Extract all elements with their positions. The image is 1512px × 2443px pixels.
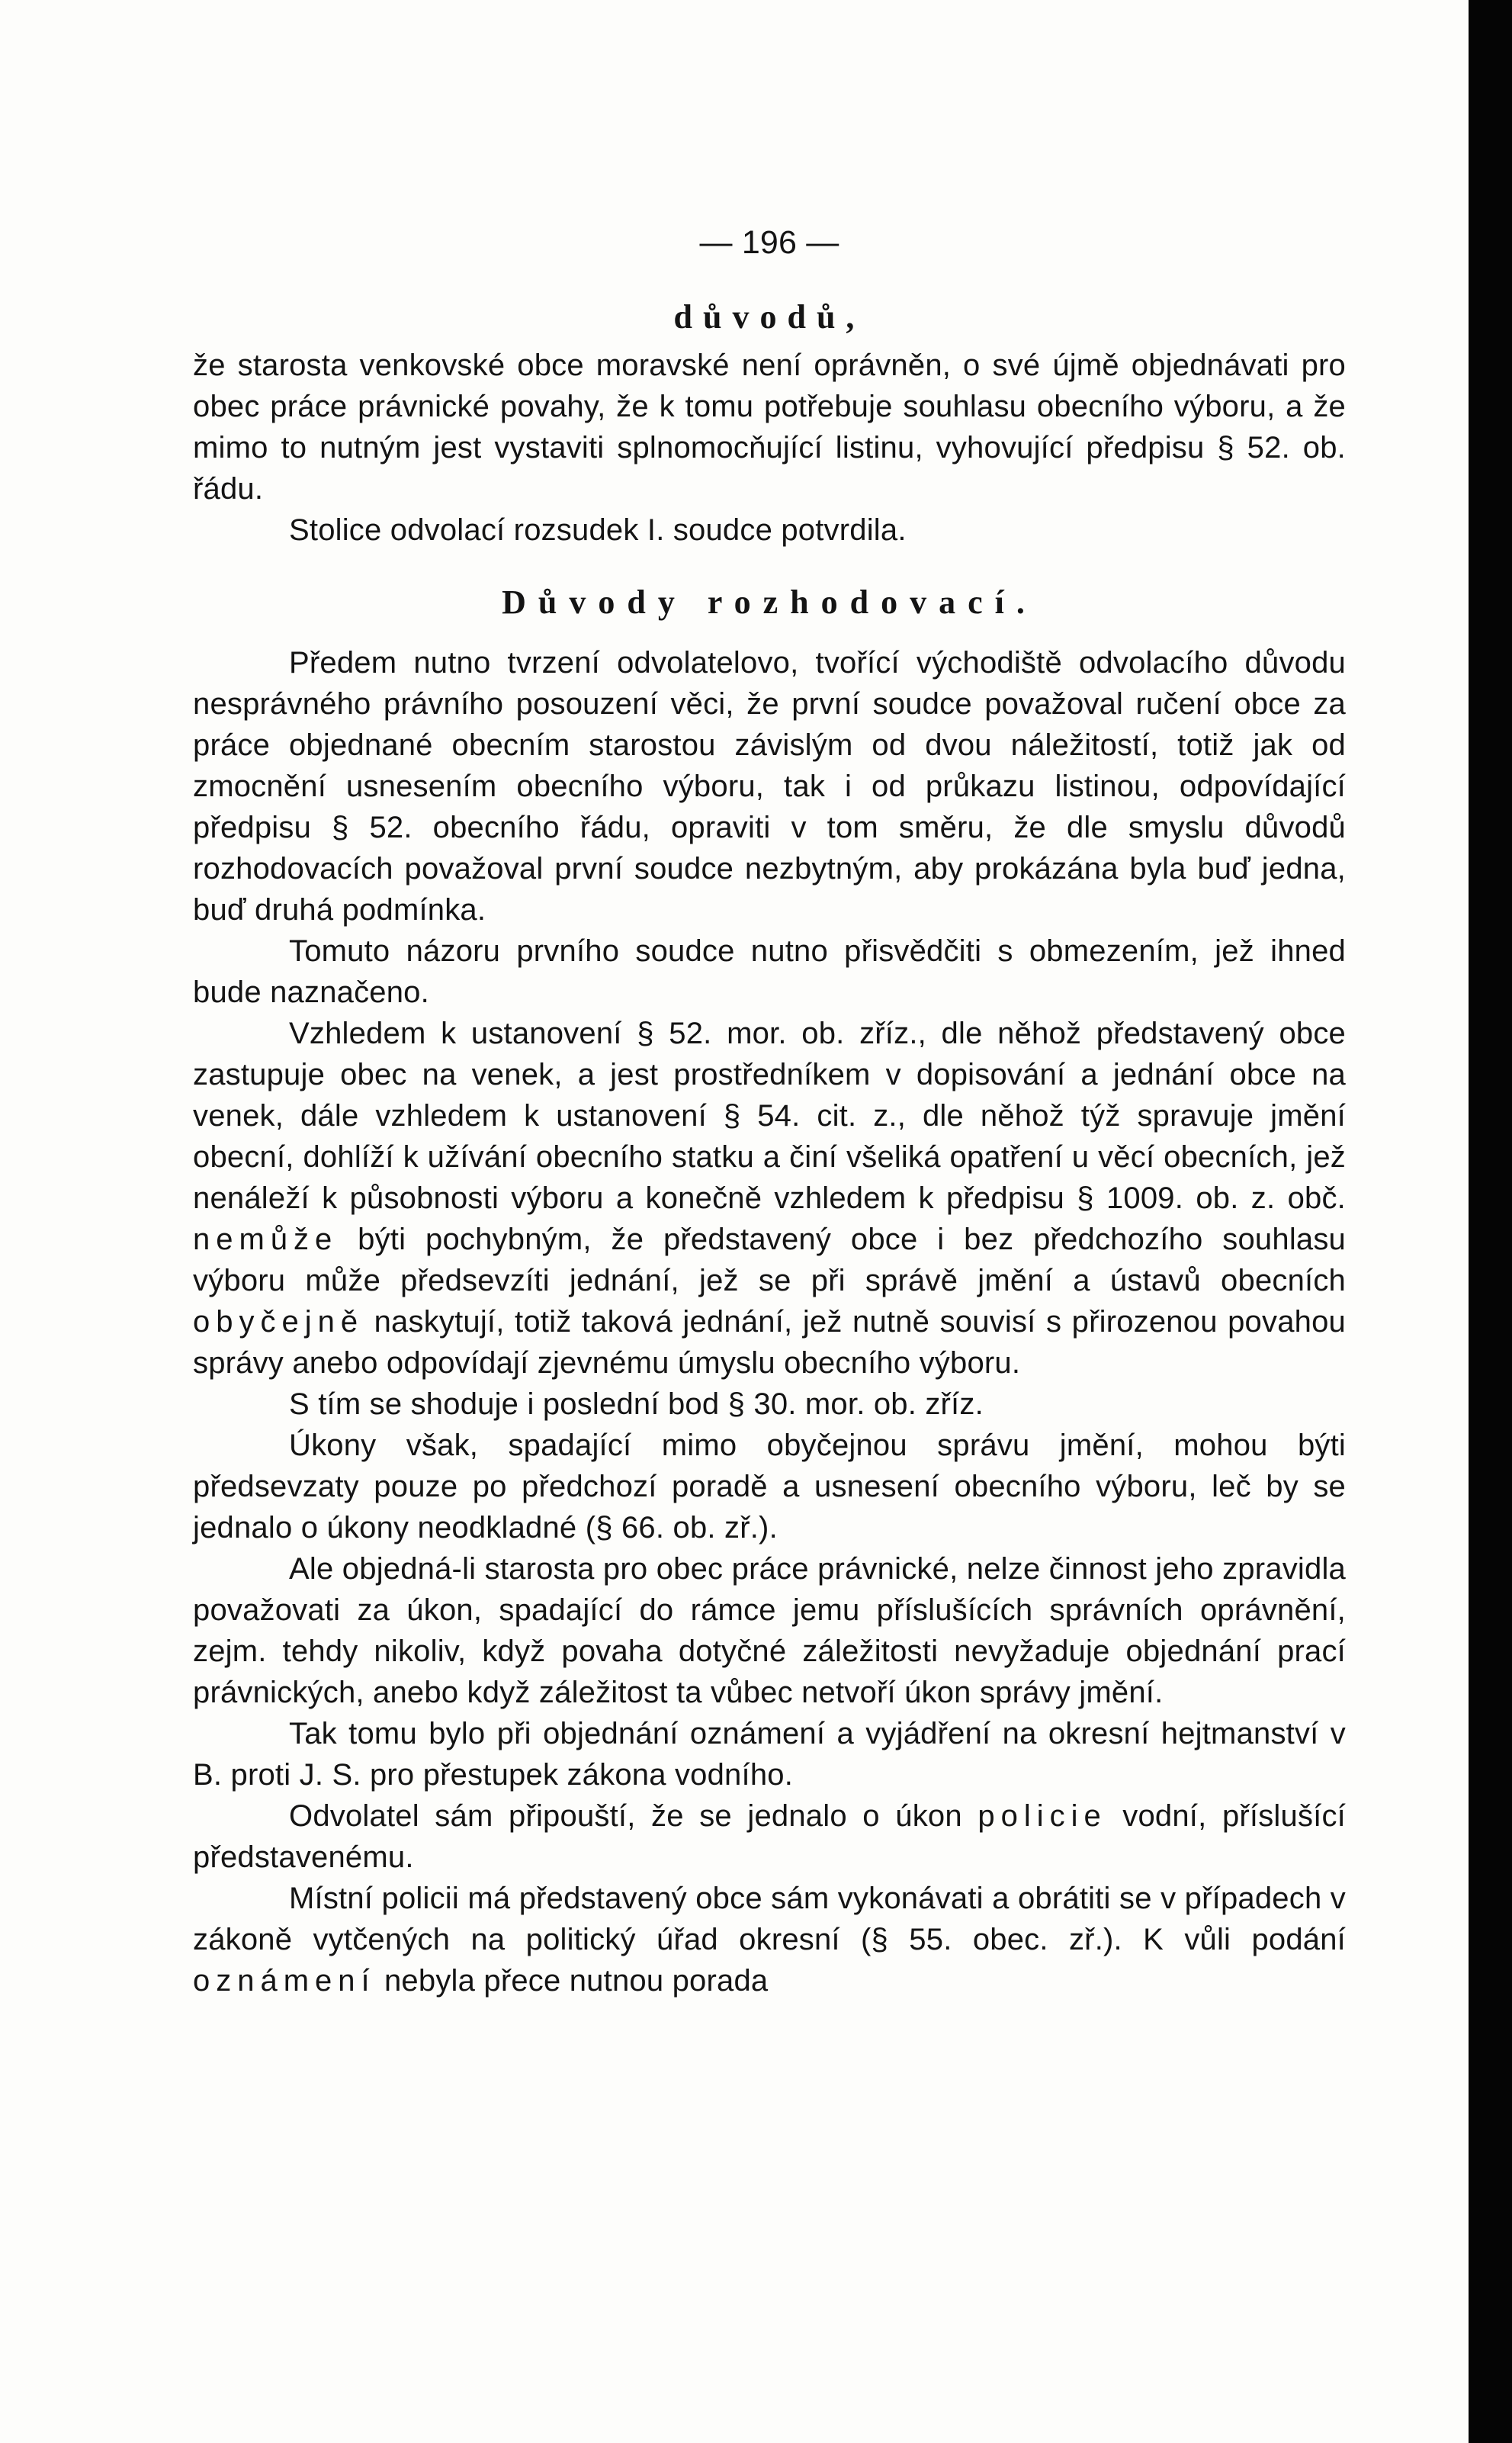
paragraph (193, 345, 1346, 509)
paragraph (193, 1795, 1346, 1878)
paragraph-text: Předem nutno tvrzení odvolatelovo, tvořící východiště odvolacího důvodu nesprávného právního posouzení věci, že první soudce považoval ručení obce za práce objednané obecním starostou závislým od dvou náležitostí, totiž jak od zmocnění usnesením obecního výboru, tak i od průkazu listinou, odpovídající předpisu § 52. obecního řádu, opraviti v tom směru, že dle smyslu důvodů rozhodovacích považoval první soudce nezbytným, aby prokázána byla buď jedna, buď druhá podmínka. (193, 646, 1346, 927)
section-heading: Důvody rozhodovací. (502, 583, 1037, 621)
paragraph-text: S tím se shoduje i poslední bod § 30. mor. ob. zříz. (289, 1387, 984, 1421)
paragraph-text: vodní, příslušící představenému. (193, 1799, 1346, 1874)
paragraph (193, 1425, 1346, 1548)
paragraph-text: že starosta venkovské obce moravské není oprávněn, o své újmě objednávati pro obec práce právnické povahy, že k tomu potřebuje souhlasu obecního výboru, a že mimo to nutným jest vystaviti splnomocňující listinu, vyhovující předpisu § 52. ob. řádu. (193, 349, 1346, 506)
paragraph-text: Tomuto názoru prvního soudce nutno přisvědčiti s obmezením, jež ihned bude naznačeno. (193, 934, 1346, 1009)
paragraph-text: Úkony však, spadající mimo obyčejnou správu jmění, mohou býti předsevzaty pouze po předchozí poradě a usnesení obecního výboru, leč by se jednalo o úkony neodkladné (§ 66. ob. zř.). (193, 1429, 1346, 1545)
paragraph-text: nebyla přece nutnou porada (375, 1964, 769, 1998)
paragraph-text: Ale objedná-li starosta pro obec práce právnické, nelze činnost jeho zpravidla považovati za úkon, spadající do rámce jemu příslušících správních oprávnění, zejm. tehdy nikoliv, když povaha dotyčné záležitosti nevyžaduje objednání prací právnických, anebo když záležitost ta vůbec netvoří úkon správy jmění. (193, 1552, 1346, 1709)
emphasis-text: policie (978, 1799, 1107, 1833)
scan-edge (1469, 0, 1512, 2443)
paragraph-text: Vzhledem k ustanovení § 52. mor. ob. zříz., dle něhož představený obce zastupuje obec na venek, a jest prostředníkem v dopisování a jednání obce na venek, dále vzhledem k ustanovení § 54. cit. z., dle něhož týž spravuje jmění obecní, dohlíží k užívání obecního statku a činí všeliká opatření u věcí obecních, jež nenáleží k působnosti výboru a konečně vzhledem k předpisu § 1009. ob. z. obč. (193, 1017, 1346, 1215)
paragraph (193, 1548, 1346, 1713)
paragraph-text: naskytují, totiž taková jednání, jež nutně souvisí s přirozenou povahou správy anebo odpovídají zjevnému úmyslu obecního výboru. (193, 1305, 1346, 1380)
paragraph-text: Tak tomu bylo při objednání oznámení a vyjádření na okresní hejtmanství v B. proti J. S. pro přestupek zákona vodního. (193, 1717, 1346, 1792)
paragraph (193, 1384, 1346, 1425)
emphasis-text: oznámení (193, 1964, 376, 1998)
text-column (193, 221, 1346, 2001)
paragraph (193, 1013, 1346, 1384)
paragraph (193, 1878, 1346, 2001)
paragraph-text: Odvolatel sám připouští, že se jednalo o úkon (289, 1799, 978, 1833)
paragraph-text: Místní policii má představený obce sám vykonávati a obrátiti se v případech v zákoně vytčených na politický úřad okresní (§ 55. obec. zř.). K vůli podání (193, 1882, 1346, 1956)
paragraph (193, 1713, 1346, 1795)
paragraph-text: Stolice odvolací rozsudek I. soudce potvrdila. (289, 513, 907, 547)
page-number: — 196 — (699, 224, 839, 261)
paragraph (193, 509, 1346, 551)
emphasis-text: obyčejně (193, 1305, 364, 1339)
running-head: důvodů, (673, 298, 865, 336)
paragraph (193, 642, 1346, 931)
emphasis-text: nemůže (193, 1223, 339, 1256)
paragraph (193, 931, 1346, 1013)
paragraph-text: býti pochybným, že představený obce i bez předchozího souhlasu výboru může předsevzíti jednání, jež se při správě jmění a ústavů obecních (193, 1223, 1346, 1297)
